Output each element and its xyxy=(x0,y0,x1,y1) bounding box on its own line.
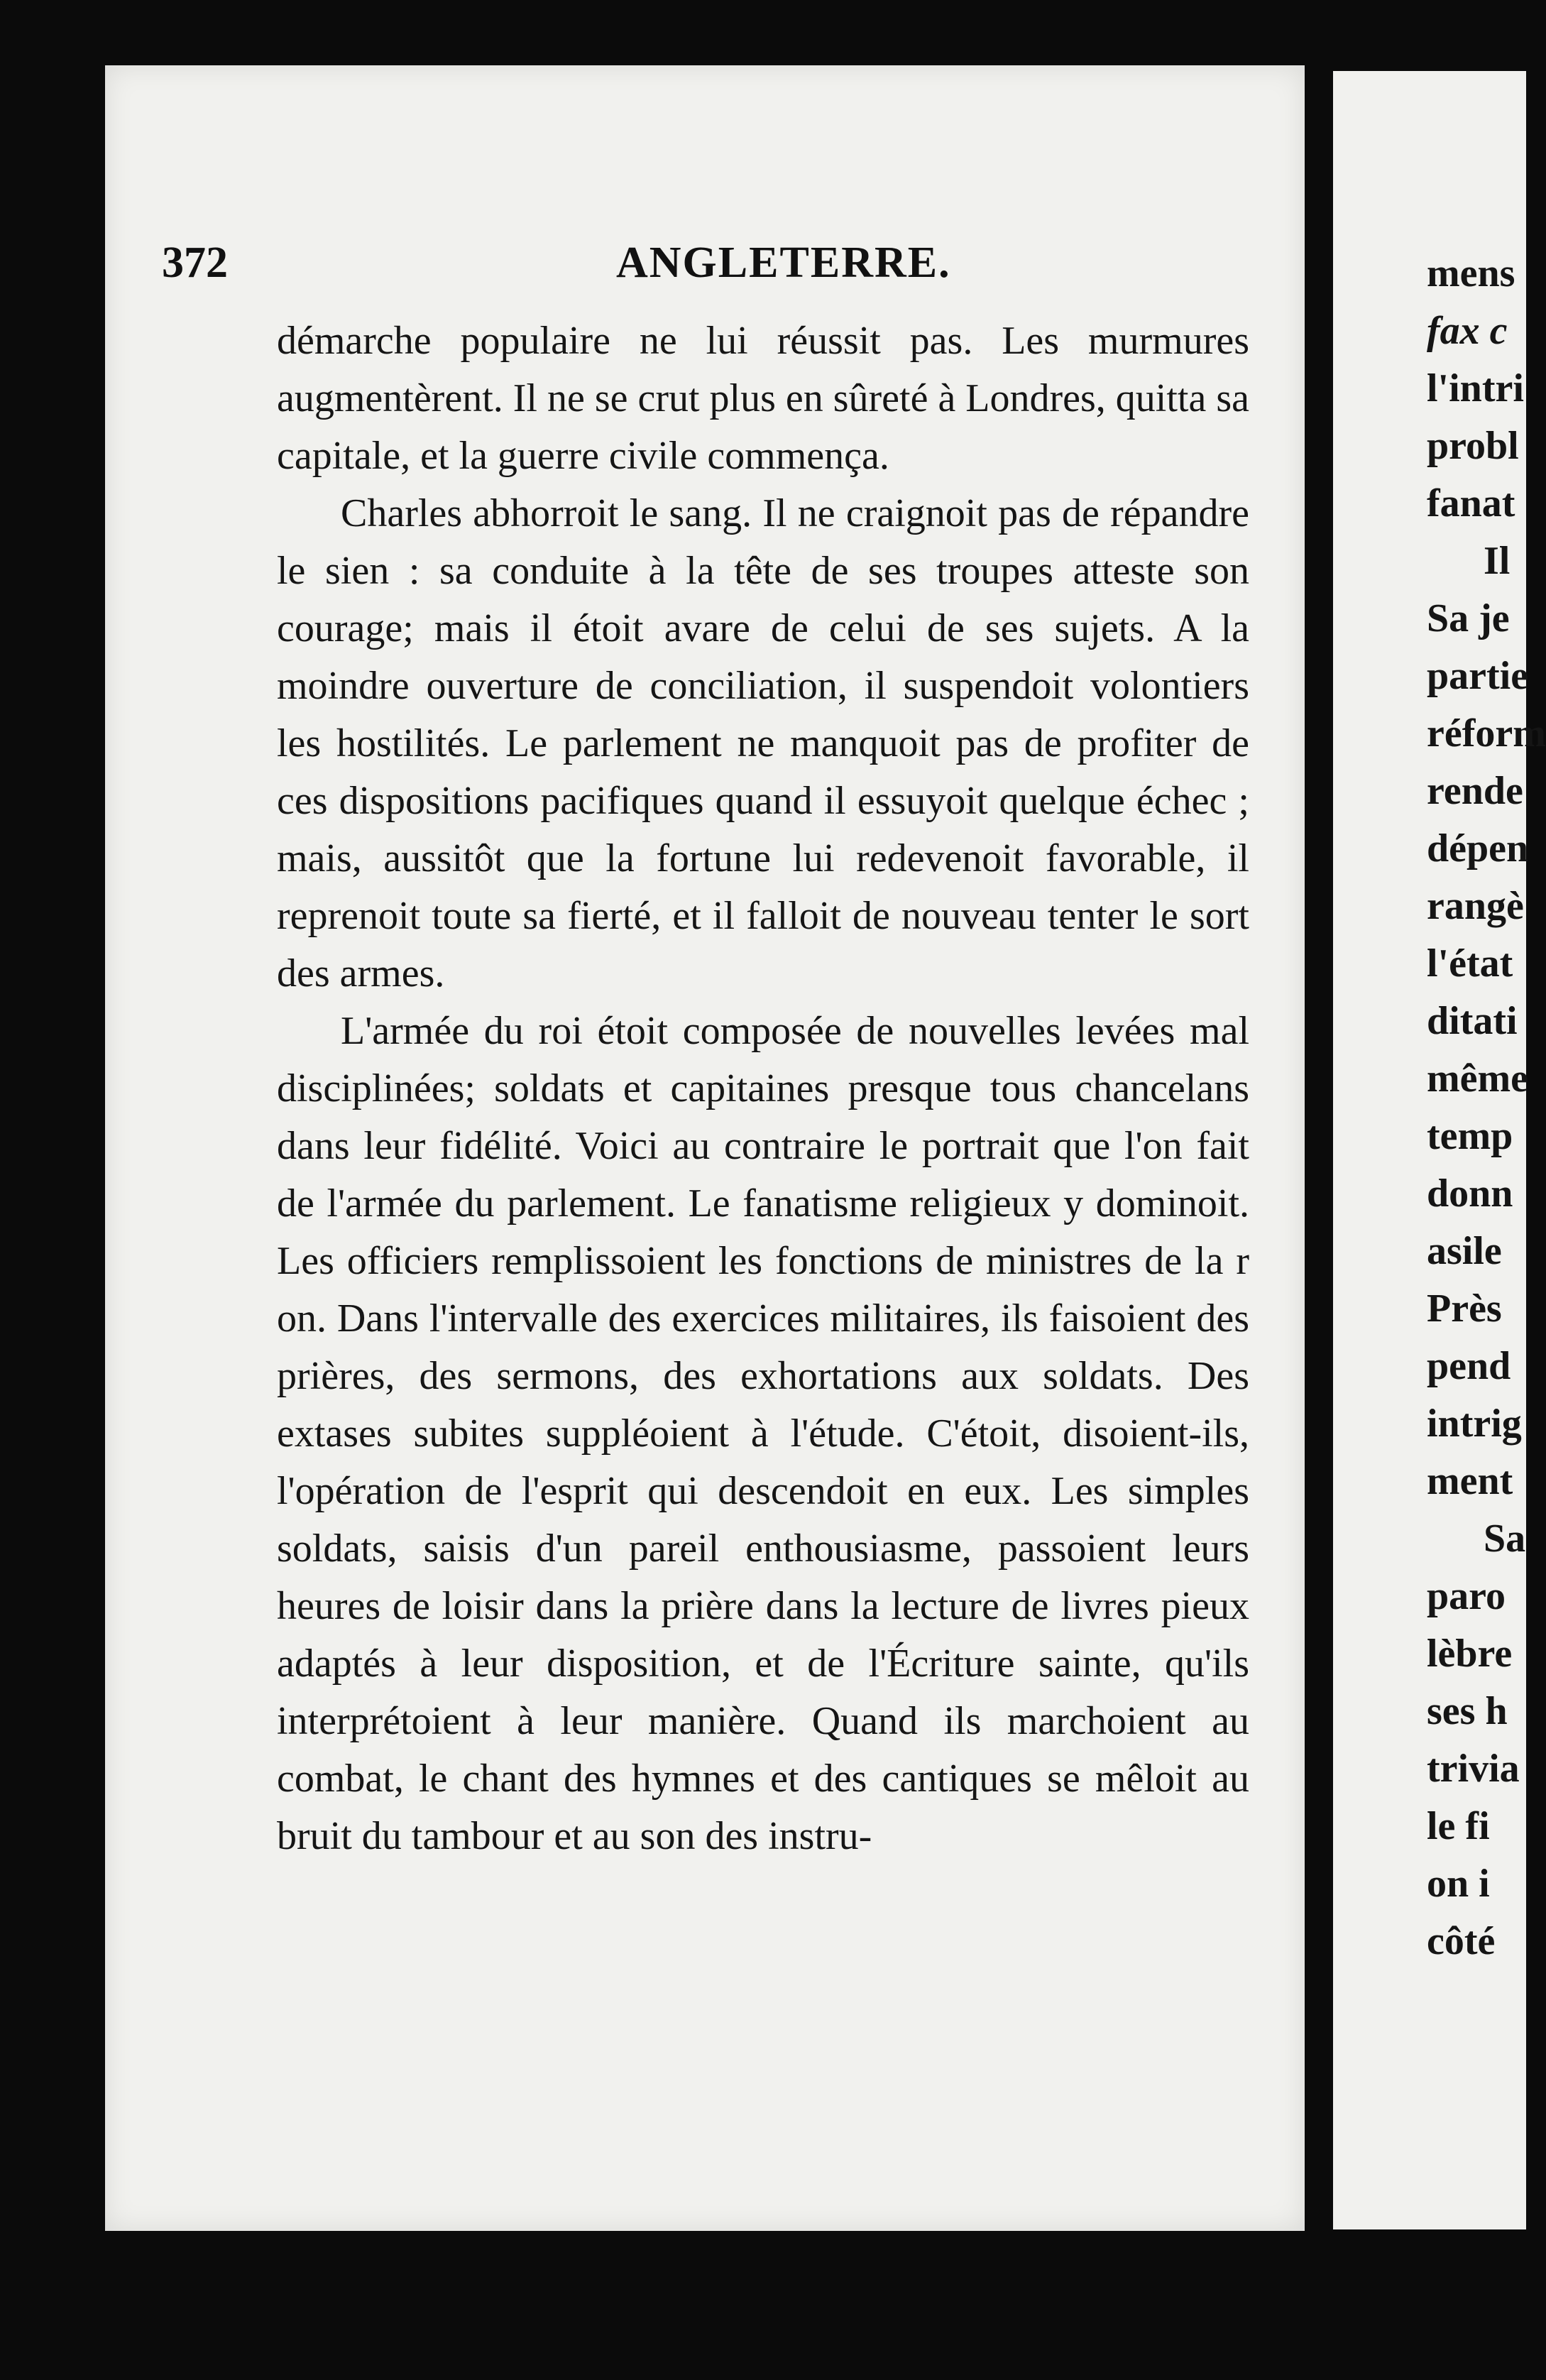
facing-line: Sa xyxy=(1484,1517,1526,1561)
facing-line: Près xyxy=(1427,1287,1502,1331)
facing-line: côté xyxy=(1427,1919,1496,1963)
facing-line: dépen xyxy=(1427,826,1529,870)
paragraph: Charles abhorroit le sang. Il ne craignoit pas de répandre le sien : sa conduite à la tête de ses troupes atteste son courage; mais il étoit avare de celui de ses sujets. A la moindre ouverture de conciliation, il suspendoit volontiers les hostilités. Le parlement ne manquoit pas de profiter de ces dispositions pacifiques quand il essuyoit quelque échec ; mais, aussitôt que la fortune lui redevenoit favorable, il reprenoit toute sa fierté, et il falloit de nouveau tenter le sort des armes. xyxy=(277,491,1249,995)
running-head: ANGLETERRE. xyxy=(616,239,951,287)
facing-line: rende xyxy=(1427,769,1523,813)
facing-line: mens xyxy=(1427,251,1515,295)
facing-line: pend xyxy=(1427,1344,1511,1388)
facing-line: Il xyxy=(1484,539,1511,583)
facing-line: réform xyxy=(1427,711,1546,755)
paragraph: démarche populaire ne lui réussit pas. Les murmures augmentèrent. Il ne se crut plus en sûreté à Londres, quitta sa capitale, et la guerre civile commença. xyxy=(277,319,1249,478)
facing-line: temp xyxy=(1427,1114,1513,1158)
facing-line: partie xyxy=(1427,654,1529,698)
page-number: 372 xyxy=(162,239,228,287)
paragraph: L'armée du roi étoit composée de nouvelles levées mal disciplinées; soldats et capitaines presque tous chancelans dans leur fidélité. Voici au contraire le portrait que l'on fait de l'armée du parlement. Le fanatisme religieux y dominoit. Les officiers remplissoient les fonctions de ministres de la r on. Dans l'intervalle des exercices militaires, ils faisoient des prières, des sermons, des exhortations aux soldats. Des extases subites suppléoient à l'étude. C'étoit, disoient-ils, l'opération de l'esprit qui descendoit en eux. Les simples soldats, saisis d'un pareil enthousiasme, passoient leurs heures de loisir dans la prière dans la lecture de livres pieux adaptés à leur disposition, et de l'Écriture sainte, qu'ils interprétoient à leur manière. Quand ils marchoient au combat, le chant des hymnes et des cantiques se mêloit au bruit du tambour et au son des instru- xyxy=(277,1009,1249,1858)
facing-line: probl xyxy=(1427,424,1519,468)
facing-line: fax c xyxy=(1427,309,1508,353)
facing-line: l'intri xyxy=(1427,366,1524,410)
facing-line: lèbre xyxy=(1427,1632,1513,1676)
facing-line: ditati xyxy=(1427,999,1518,1043)
facing-line: le fi xyxy=(1427,1804,1490,1848)
body-text xyxy=(277,312,1249,1865)
facing-line: ment xyxy=(1427,1459,1513,1503)
facing-line: paro xyxy=(1427,1574,1506,1618)
facing-page-text xyxy=(1427,245,1546,1970)
page-header xyxy=(162,238,1248,295)
facing-line: Sa je xyxy=(1427,596,1510,640)
facing-line: trivia xyxy=(1427,1747,1520,1791)
facing-line: asile xyxy=(1427,1229,1502,1273)
facing-line: intrig xyxy=(1427,1402,1522,1446)
facing-line: même xyxy=(1427,1057,1529,1101)
facing-line: rangè xyxy=(1427,884,1524,928)
facing-line: fanat xyxy=(1427,481,1515,525)
facing-line: donn xyxy=(1427,1172,1513,1216)
facing-line: ses h xyxy=(1427,1689,1508,1733)
facing-line: on i xyxy=(1427,1862,1490,1906)
facing-line: l'état xyxy=(1427,941,1513,986)
